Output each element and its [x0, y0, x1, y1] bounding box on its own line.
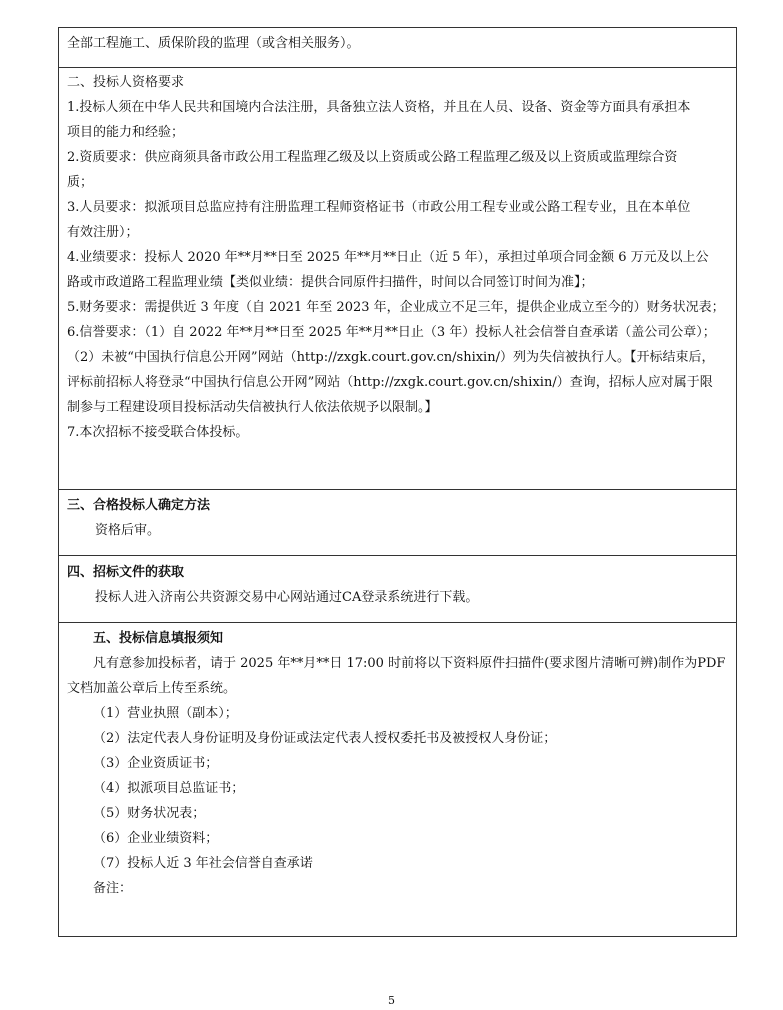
section-3-body: 资格后审。: [95, 523, 161, 538]
section-5-item: （7）投标人近 3 年社会信誉自查承诺: [93, 856, 313, 871]
section-2-line: 1.投标人须在中华人民共和国境内合法注册，具备独立法人资格，并且在人员、设备、资金等方面具有承担本: [67, 100, 691, 115]
section-2-line: 有效注册）；: [67, 225, 139, 240]
section-5-title: 五、投标信息填报须知: [93, 631, 224, 646]
section-4-acquisition: [59, 555, 736, 622]
section-2-line: 5.财务要求：需提供近 3 年度（自 2021 年至 2023 年，企业成立不足三年，提供企业成立至今的）财务状况表；: [67, 300, 725, 315]
section-2-line: 制参与工程建设项目投标活动失信被执行人依法依规予以限制。】: [67, 400, 438, 415]
section-5-item: （1）营业执照（副本）；: [93, 706, 238, 721]
section-5-intro: 凡有意参加投标者，请于 2025 年**月**日 17:00 时前将以下资料原件扫描件(要求图片清晰可辨)制作为PDF: [93, 656, 726, 671]
section-2-line: （2）未被“中国执行信息公开网”网站（http://zxgk.court.gov.cn/shixin/）列为失信被执行人。【开标结束后，: [67, 350, 715, 365]
section-5-item: （4）拟派项目总监证书；: [93, 781, 245, 796]
section-5-remark: 备注：: [93, 881, 133, 896]
section-5-submission: [59, 622, 736, 936]
section-2-line: 4.业绩要求：投标人 2020 年**月**日至 2025 年**月**日止（近 5 年），承担过单项合同金额 6 万元及以上公: [67, 250, 709, 265]
section-2-line: 6.信誉要求：（1）自 2022 年**月**日至 2025 年**月**日止（3 年）投标人社会信誉自查承诺（盖公司公章）；: [67, 325, 716, 340]
section-3-title: 三、合格投标人确定方法: [67, 498, 211, 513]
section-2-qualifications: [59, 67, 736, 489]
section-2-line: 7.本次招标不接受联合体投标。: [67, 425, 249, 440]
section-3-method: [59, 489, 736, 555]
scope-line: 全部工程施工、质保阶段的监理（或含相关服务）。: [67, 36, 360, 51]
section-2-line: 2.资质要求：供应商须具备市政公用工程监理乙级及以上资质或公路工程监理乙级及以上资质或监理综合资: [67, 150, 678, 165]
section-5-intro: 文档加盖公章后上传至系统。: [67, 681, 237, 696]
scope-cell: [59, 28, 736, 67]
section-2-line: 3.人员要求：拟派项目总监应持有注册监理工程师资格证书（市政公用工程专业或公路工程专业，且在本单位: [67, 200, 691, 215]
section-2-line: 评标前招标人将登录“中国执行信息公开网”网站（http://zxgk.court.gov.cn/shixin/）查询，招标人应对属于限: [67, 375, 713, 390]
section-2-title: 二、投标人资格要求: [67, 75, 185, 90]
section-4-title: 四、招标文件的获取: [67, 565, 185, 580]
section-5-item: （5）财务状况表；: [93, 806, 206, 821]
section-2-line: 质；: [67, 175, 94, 190]
section-2-line: 路或市政道路工程监理业绩【类似业绩：提供合同原件扫描件，时间以合同签订时间为准】；: [67, 275, 594, 290]
section-5-item: （6）企业业绩资料；: [93, 831, 219, 846]
document-table: [58, 27, 737, 937]
section-2-line: 项目的能力和经验；: [67, 125, 185, 140]
section-5-item: （2）法定代表人身份证明及身份证或法定代表人授权委托书及被授权人身份证；: [93, 731, 557, 746]
page-number: 5: [388, 994, 395, 1007]
section-4-body: 投标人进入济南公共资源交易中心网站通过CA登录系统进行下载。: [95, 590, 479, 605]
section-5-item: （3）企业资质证书；: [93, 756, 219, 771]
